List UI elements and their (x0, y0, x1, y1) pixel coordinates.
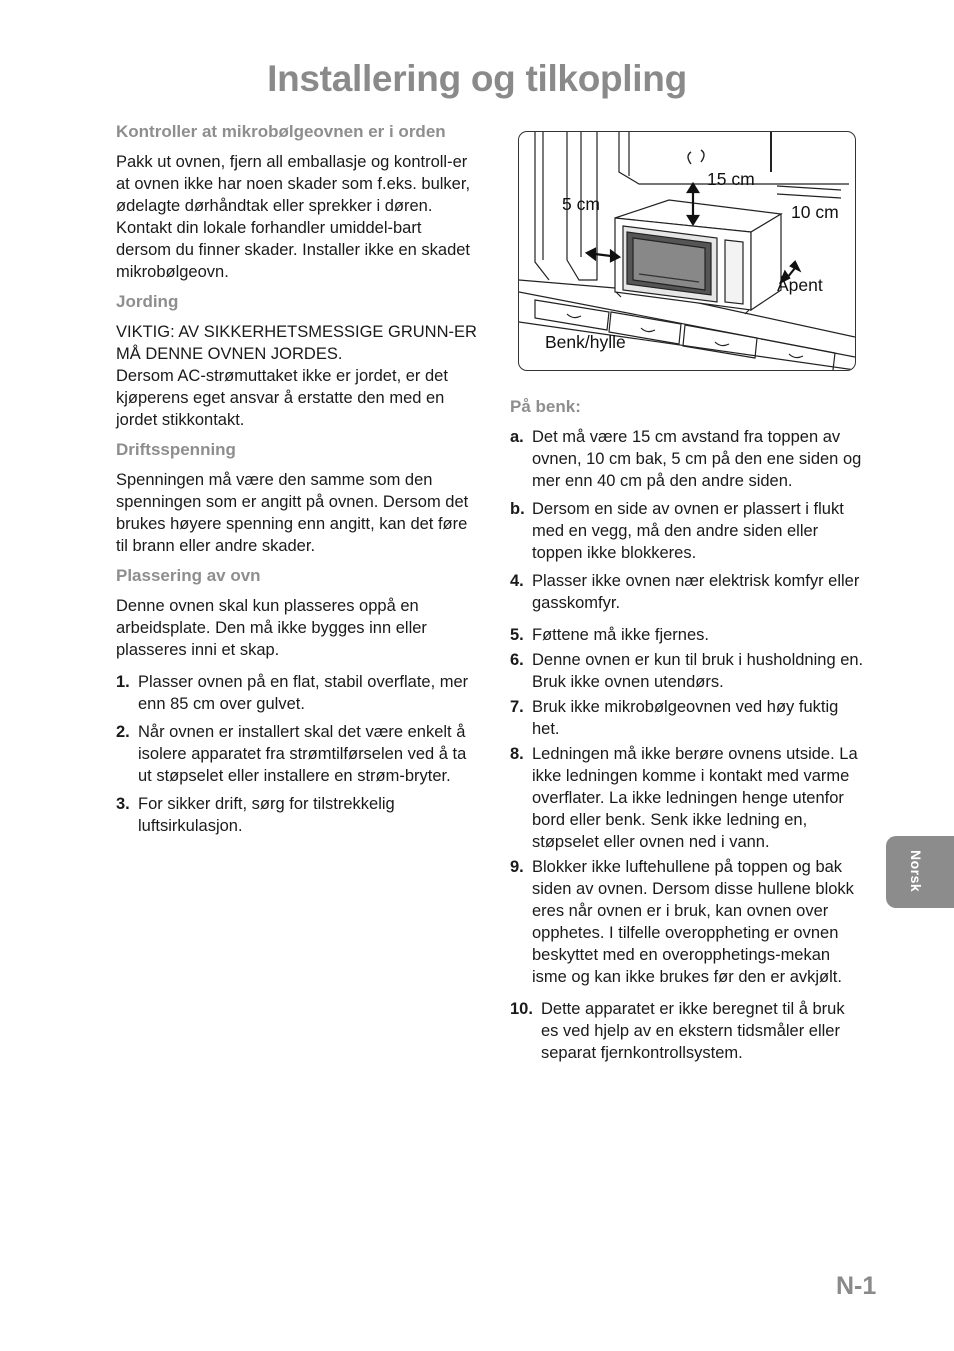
list-text: Når ovnen er installert skal det være enkelt å isolere apparatet fra strømtilførselen ved å ta ut støpselet eller installere en strøm-bryter. (138, 723, 467, 785)
label-side-gap: 5 cm (562, 194, 600, 214)
left-column (116, 121, 481, 843)
list-number: 4. (510, 572, 524, 590)
list-number: 10. (510, 1000, 533, 1018)
list-item (510, 998, 866, 1064)
list-text: Det må være 15 cm avstand fra toppen av ovnen, 10 cm bak, 5 cm på den ene siden og mer enn 40 cm på den andre siden. (532, 428, 862, 490)
section-text-check: Pakk ut ovnen, fjern all emballasje og kontroll-er at ovnen ikke har noen skader som f.eks. bulker, ødelagte dørhåndtak eller sprekker i døren. Kontakt din lokale forhandler umiddel-bart dersom du finner skader. Installer ikke en skadet mikrobølgeovn. (116, 153, 471, 281)
list-text: Plasser ikke ovnen nær elektrisk komfyr eller gasskomfyr. (532, 572, 860, 612)
label-back-gap: 10 cm (791, 202, 839, 222)
list-number: b. (510, 500, 525, 518)
section-text-grounding: Dersom AC-strømuttaket ikke er jordet, er det kjøperens eget ansvar å erstatte den med en jordet stikkontakt. (116, 367, 448, 429)
list-text: Blokker ikke luftehullene på toppen og bak siden av ovnen. Dersom disse hullene blokk eres når ovnen er i bruk, kan ovnen over opphetes. I tilfelle overoppheting er ovnen beskyttet med en overopphetings-mekan isme og kan ikke brukes før den er avkjølt. (532, 858, 854, 986)
list-text: For sikker drift, sørg for tilstrekkelig luftsirkulasjon. (138, 795, 395, 835)
list-item (510, 570, 866, 614)
list-text: Dersom en side av ovnen er plassert i flukt med en vegg, må den andre siden eller toppen ikke blokkeres. (532, 500, 844, 562)
list-item (116, 793, 481, 837)
grounding-warning: VIKTIG: AV SIKKERHETSMESSIGE GRUNN-ER MÅ DENNE OVNEN JORDES. (116, 323, 477, 363)
list-item (116, 721, 481, 787)
section-heading-placement: Plassering av ovn (116, 566, 261, 585)
list-number: 9. (510, 858, 524, 876)
list-text: Bruk ikke mikrobølgeovnen ved høy fuktig het. (532, 698, 839, 738)
list-text: Føttene må ikke fjernes. (532, 626, 709, 644)
label-counter: Benk/hylle (545, 332, 626, 352)
list-text: Denne ovnen er kun til bruk i husholdning en. Bruk ikke ovnen utendørs. (532, 651, 864, 691)
section-heading-check: Kontroller at mikrobølgeovnen er i orden (116, 122, 446, 141)
list-number: 5. (510, 626, 524, 644)
list-number: 8. (510, 745, 524, 763)
list-item (510, 624, 866, 646)
counter-list (510, 426, 866, 1064)
list-number: 6. (510, 651, 524, 669)
installation-figure (518, 131, 856, 371)
list-text: Ledningen må ikke berøre ovnens utside. La ikke ledningen komme i kontakt med varme overflater. La ikke ledningen henge utenfor bord eller benk. Senk ikke ledning en, støpselet eller ovnen ned i vann. (532, 745, 858, 851)
section-heading-voltage: Driftsspenning (116, 440, 236, 459)
language-tab (886, 836, 954, 908)
list-number: 1. (116, 673, 130, 691)
list-item (510, 696, 866, 740)
section-text-placement: Denne ovnen skal kun plasseres oppå en arbeidsplate. Den må ikke bygges inn eller plasseres inni et skap. (116, 597, 427, 659)
section-heading-counter: På benk: (510, 397, 581, 416)
section-heading-grounding: Jording (116, 292, 179, 311)
list-item (510, 649, 866, 693)
page-title: Installering og tilkopling (267, 58, 687, 99)
language-tab-label: Norsk (908, 850, 924, 893)
label-top-gap: 15 cm (707, 169, 755, 189)
list-item (510, 498, 866, 564)
section-text-voltage: Spenningen må være den samme som den spenningen som er angitt på ovnen. Dersom det brukes høyere spenning enn angitt, kan det føre til brann eller andre skader. (116, 471, 469, 555)
list-text: Dette apparatet er ikke beregnet til å bruk es ved hjelp av en ekstern tidsmåler eller separat fjernkontrollsystem. (541, 1000, 845, 1062)
list-number: 2. (116, 723, 130, 741)
right-column (510, 396, 866, 1070)
label-open: Åpent (777, 275, 823, 295)
placement-list (116, 671, 481, 837)
list-item (510, 426, 866, 492)
list-number: 3. (116, 795, 130, 813)
list-item (510, 743, 866, 853)
list-item (116, 671, 481, 715)
list-text: Plasser ovnen på en flat, stabil overflate, mer enn 85 cm over gulvet. (138, 673, 469, 713)
list-number: 7. (510, 698, 524, 716)
page-number: N-1 (836, 1272, 877, 1300)
list-number: a. (510, 428, 524, 446)
list-item (510, 856, 866, 988)
